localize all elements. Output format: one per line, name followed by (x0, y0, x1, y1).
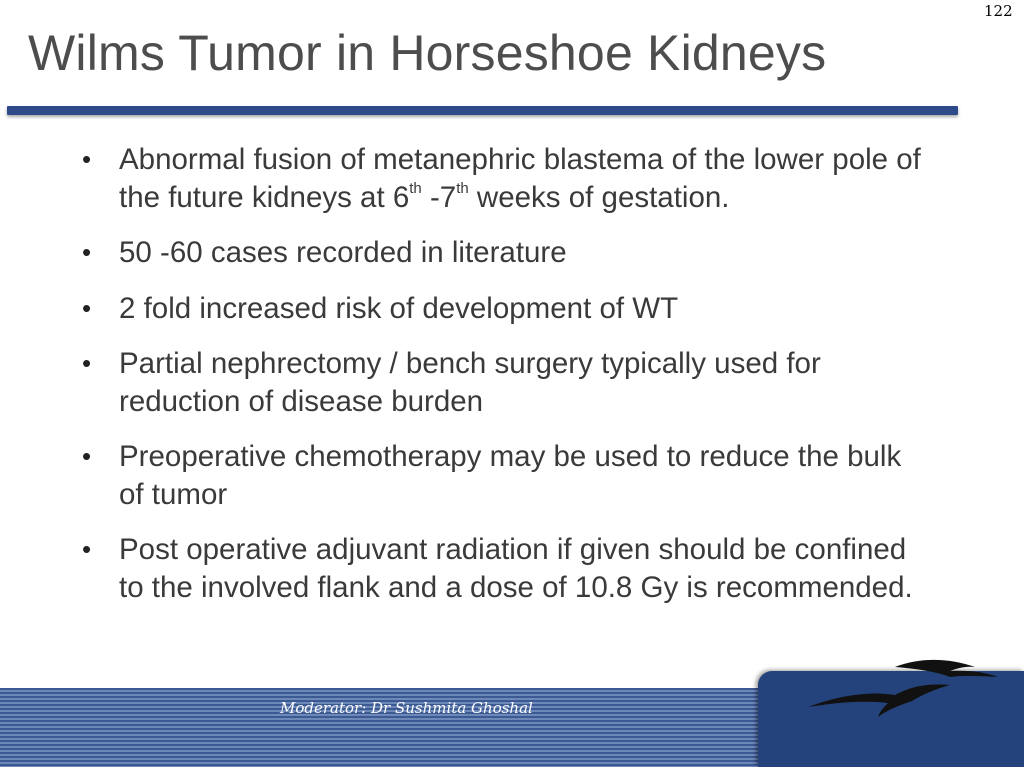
bullet-item (82, 531, 932, 606)
bullet-item (82, 345, 932, 420)
bullet-item (82, 234, 932, 272)
title-underline (7, 106, 958, 115)
bullet-text-part: -7 (421, 180, 457, 214)
bullet-icon: • (82, 292, 92, 323)
bullet-item (82, 438, 932, 513)
superscript-th: th (409, 179, 422, 197)
footer-moderator: Moderator: Dr Sushmita Ghoshal (280, 699, 533, 717)
bullet-icon: • (82, 144, 92, 174)
bullet-item (82, 141, 932, 216)
bird-top-icon (895, 660, 998, 677)
bullet-item (82, 290, 932, 328)
bullet-icon: • (82, 534, 92, 564)
superscript-th: th (456, 179, 469, 197)
bullet-icon: • (82, 237, 92, 267)
bullet-text-part: Abnormal fusion of metanephric blastema of the lower pole of the future kidneys at 6 (119, 143, 921, 214)
bullet-text: 2 fold increased risk of development of WT (119, 291, 679, 325)
bullet-text-part: weeks of gestation. (468, 180, 730, 214)
bullet-text: Preoperative chemotherapy may be used to reduce the bulk of tumor (119, 440, 902, 511)
bird-bottom-icon (808, 684, 950, 717)
bullet-icon: • (82, 441, 92, 471)
bullet-text: 50 -60 cases recorded in literature (119, 236, 567, 269)
birds-logo-icon (800, 655, 1010, 720)
slide-title: Wilms Tumor in Horseshoe Kidneys (28, 25, 827, 81)
bullet-text: Post operative adjuvant radiation if given should be confined to the involved flank and a dose of 10.8 Gy is recommended. (119, 533, 913, 604)
bullet-icon: • (82, 348, 92, 378)
page-number: 122 (984, 2, 1013, 20)
bullet-list (82, 141, 932, 624)
bullet-text: Partial nephrectomy / bench surgery typically used for reduction of disease burden (119, 347, 821, 418)
